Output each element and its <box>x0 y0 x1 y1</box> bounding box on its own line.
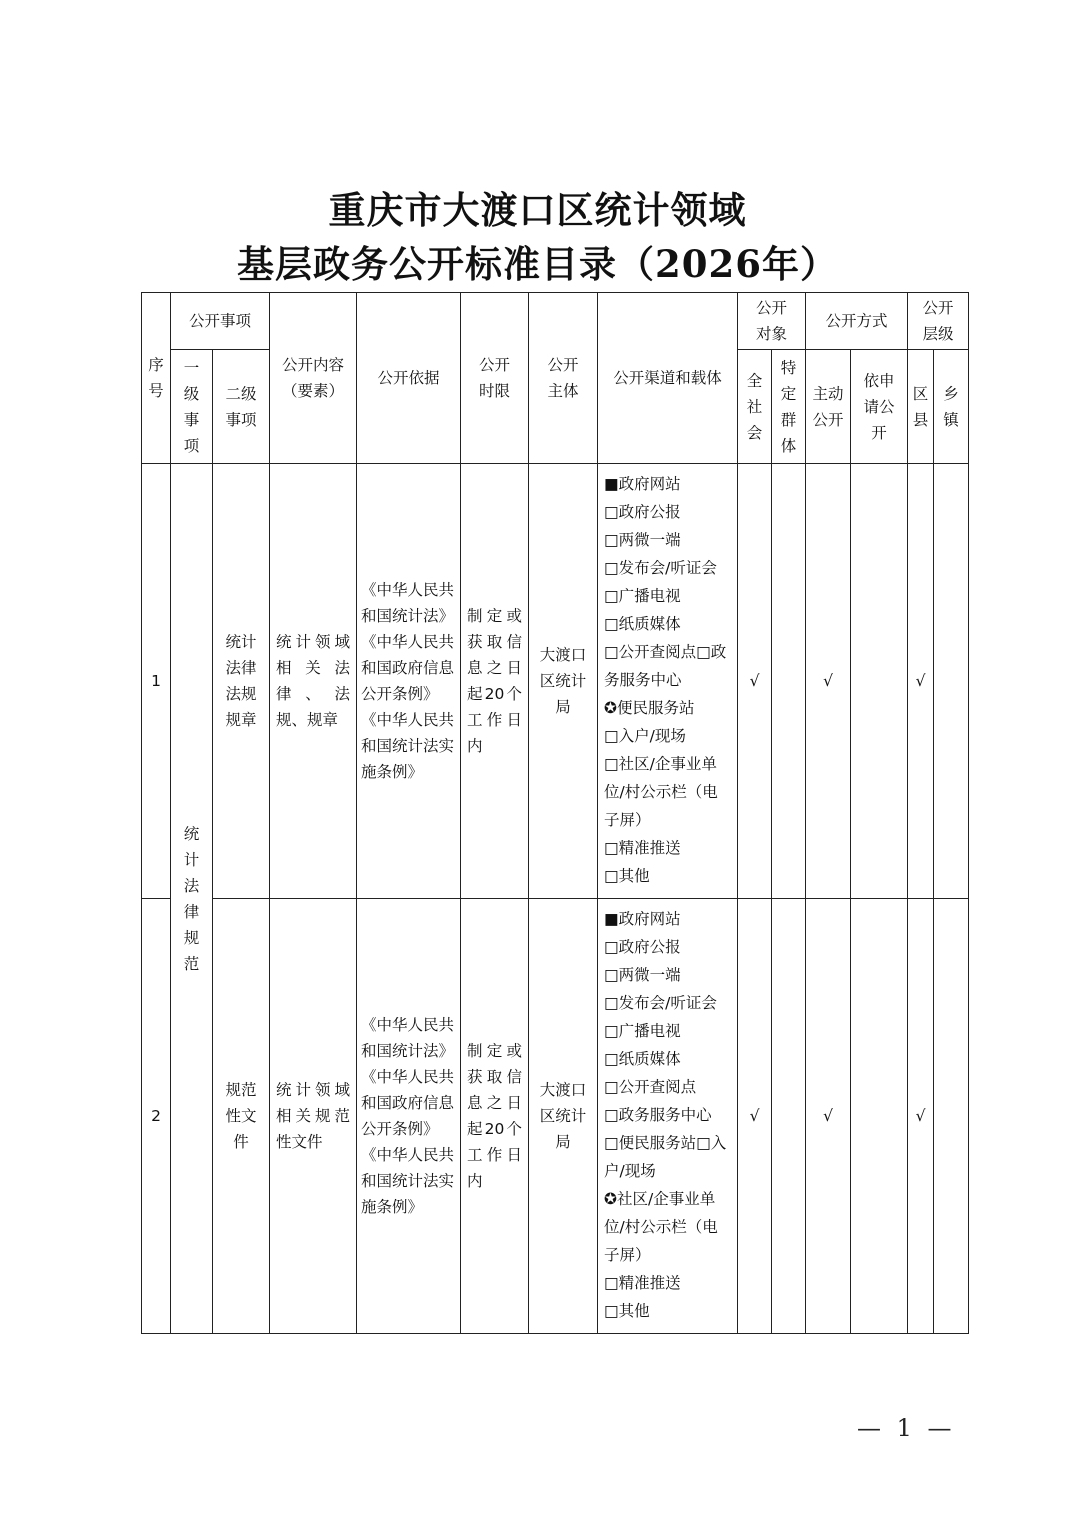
row-channels <box>598 899 738 1334</box>
channel-item: □精准推送 <box>604 839 681 857</box>
channel-item: □发布会/听证会 <box>604 994 717 1012</box>
row-target-specific <box>772 899 806 1334</box>
channel-item: □其他 <box>604 867 650 885</box>
row-target-all: √ <box>738 464 772 899</box>
channel-item: □政务服务中心 <box>604 1106 712 1124</box>
table-row <box>142 899 969 1334</box>
row-mode-active: √ <box>806 464 851 899</box>
channel-item: □发布会/听证会 <box>604 559 717 577</box>
header-level: 公开层级 <box>908 293 969 350</box>
row-subject: 大渡口区统计局 <box>529 464 598 899</box>
level1-item: 统计法律规范 <box>171 464 213 1334</box>
channel-item: □政府公报 <box>604 503 681 521</box>
header-channel: 公开渠道和载体 <box>598 293 738 464</box>
channel-item: □公开查阅点□政务服务中心 <box>604 643 727 689</box>
header-basis: 公开依据 <box>357 293 461 464</box>
channel-item: □两微一端 <box>604 966 681 984</box>
row-basis: 《中华人民共和国统计法》《中华人民共和国政府信息公开条例》《中华人民共和国统计法实施条例》 <box>357 899 461 1334</box>
channel-item: □政府公报 <box>604 938 681 956</box>
row-mode-apply <box>851 899 908 1334</box>
header-content: 公开内容（要素） <box>270 293 357 464</box>
header-target-all: 全社会 <box>738 350 772 464</box>
channel-item: □广播电视 <box>604 587 681 605</box>
header-seq: 序号 <box>142 293 171 464</box>
document-title-line2: 基层政务公开标准目录（2026年） <box>237 242 838 286</box>
channel-item: ■政府网站 <box>604 910 681 928</box>
document-title-line1: 重庆市大渡口区统计领域 <box>328 188 747 232</box>
table-row <box>142 464 969 899</box>
channel-item: ■政府网站 <box>604 475 681 493</box>
row-level-county: √ <box>908 899 934 1334</box>
channel-item: □便民服务站□入户/现场 <box>604 1134 727 1180</box>
channel-item: ✪便民服务站 <box>604 699 695 717</box>
page-number: — 1 — <box>857 1414 956 1442</box>
row-level2: 统计法律法规规章 <box>213 464 270 899</box>
header-level-county: 区县 <box>908 350 934 464</box>
header-mode-apply: 依申请公开 <box>851 350 908 464</box>
channel-item: □纸质媒体 <box>604 1050 681 1068</box>
header-level1: 一级事项 <box>171 350 213 464</box>
disclosure-directory-table <box>141 292 969 1334</box>
row-content: 统计领域相关法律、法规、规章 <box>270 464 357 899</box>
row-target-specific <box>772 464 806 899</box>
row-level-county: √ <box>908 464 934 899</box>
row-mode-apply <box>851 464 908 899</box>
row-time-limit: 制定或获取信息之日起20个工作日内 <box>461 899 529 1334</box>
header-target: 公开对象 <box>738 293 806 350</box>
row-level-town <box>934 464 969 899</box>
channel-item: □入户/现场 <box>604 727 686 745</box>
row-mode-active: √ <box>806 899 851 1334</box>
row-channels <box>598 464 738 899</box>
header-row-1 <box>142 293 969 350</box>
row-level-town <box>934 899 969 1334</box>
header-level-town: 乡镇 <box>934 350 969 464</box>
header-matter: 公开事项 <box>171 293 270 350</box>
channel-item: □社区/企事业单位/村公示栏（电子屏） <box>604 755 718 829</box>
header-target-specific: 特定群体 <box>772 350 806 464</box>
header-subject: 公开主体 <box>529 293 598 464</box>
channel-item: □两微一端 <box>604 531 681 549</box>
channel-item: □精准推送 <box>604 1274 681 1292</box>
row-basis: 《中华人民共和国统计法》《中华人民共和国政府信息公开条例》《中华人民共和国统计法实施条例》 <box>357 464 461 899</box>
header-time-limit: 公开时限 <box>461 293 529 464</box>
row-target-all: √ <box>738 899 772 1334</box>
channel-item: ✪社区/企事业单位/村公示栏（电子屏） <box>604 1190 718 1264</box>
header-mode: 公开方式 <box>806 293 908 350</box>
row-content: 统计领域相关规范性文件 <box>270 899 357 1334</box>
row-seq: 2 <box>142 899 171 1334</box>
channel-item: □公开查阅点 <box>604 1078 697 1096</box>
row-time-limit: 制定或获取信息之日起20个工作日内 <box>461 464 529 899</box>
row-seq: 1 <box>142 464 171 899</box>
row-subject: 大渡口区统计局 <box>529 899 598 1334</box>
channel-item: □广播电视 <box>604 1022 681 1040</box>
row-level2: 规范性文件 <box>213 899 270 1334</box>
header-mode-active: 主动公开 <box>806 350 851 464</box>
channel-item: □纸质媒体 <box>604 615 681 633</box>
channel-item: □其他 <box>604 1302 650 1320</box>
header-level2: 二级事项 <box>213 350 270 464</box>
